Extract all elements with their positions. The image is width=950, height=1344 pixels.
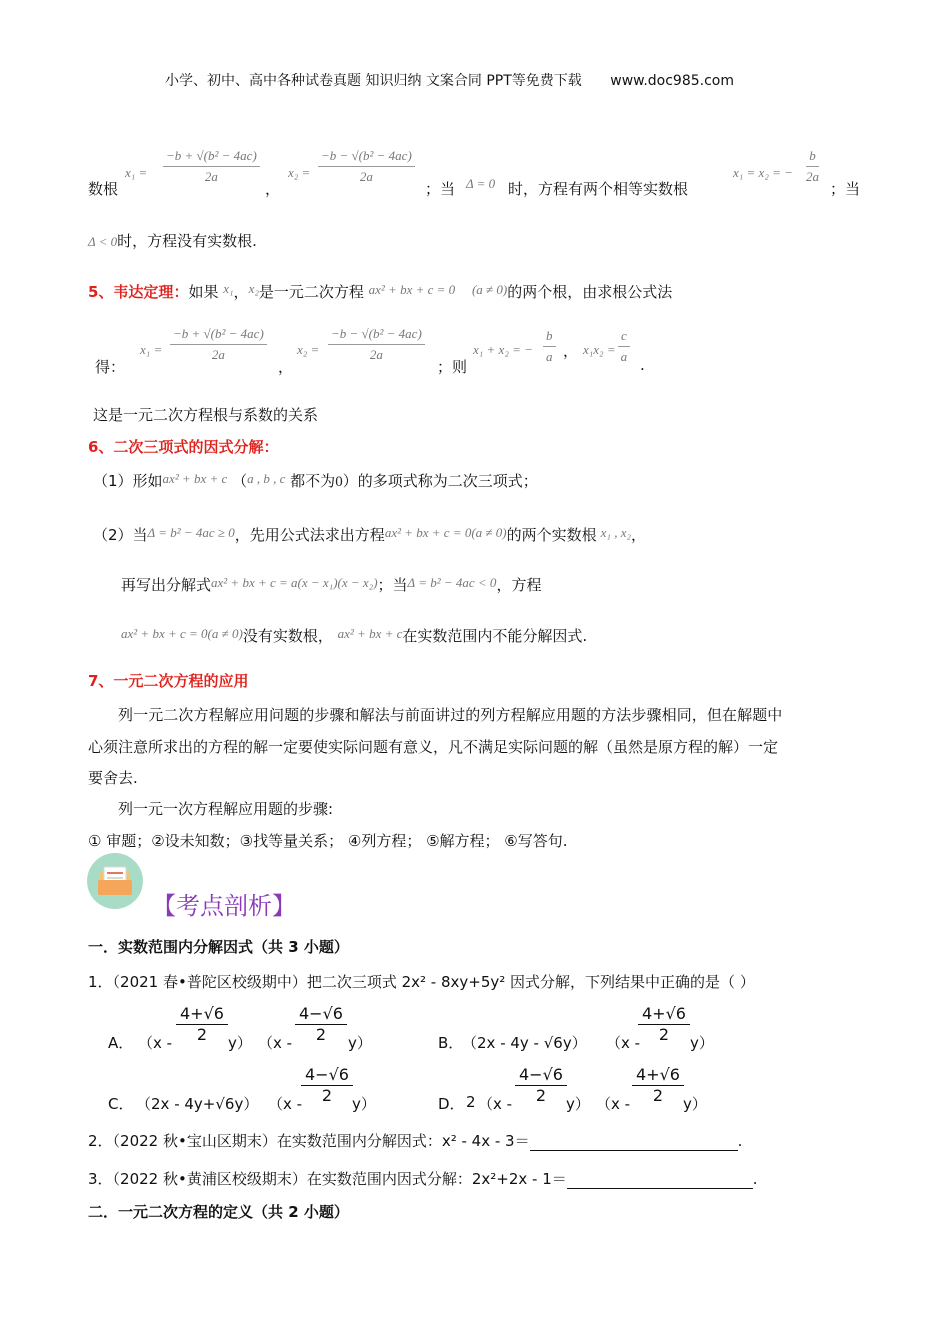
p4-text-a: 没有实数根，	[242, 627, 333, 645]
p2-text-d: ，	[631, 526, 647, 544]
x1-denominator: 2a	[204, 169, 218, 184]
root-x2: x₂	[248, 281, 259, 296]
q2-stem: 2．（2022 秋•宝山区期末）在实数范围内分解因式：x² - 4x - 3＝	[88, 1132, 530, 1150]
p2-text-b: ，先用公式法求出方程	[234, 526, 385, 544]
section5-line1	[88, 281, 672, 302]
q2-end: .	[737, 1132, 743, 1150]
product-denominator: a	[620, 349, 628, 364]
section5-title: 5、韦达定理：	[88, 283, 189, 301]
frac-den: 2	[658, 1025, 670, 1044]
q3	[88, 1168, 758, 1189]
x1-numerator: −b + √(b² − 4ac)	[163, 148, 260, 167]
frac-num: 4+√6	[632, 1065, 684, 1086]
equation-p4: ax² + bx + c = 0(a ≠ 0)	[121, 626, 243, 641]
p2-text-c: 的两个实数根	[506, 526, 597, 544]
neg-b-over-2a	[806, 148, 819, 185]
q2-answer-blank[interactable]	[530, 1136, 738, 1151]
p2-text-a: （2）当	[93, 526, 148, 544]
2a-denominator: 2a	[806, 169, 819, 184]
section6-p3	[121, 574, 541, 595]
x1-denominator-2: 2a	[211, 347, 225, 362]
option-a-frac2	[295, 1004, 347, 1044]
option-a-close2: y）	[348, 1034, 372, 1052]
trinomial-expr-2: ax² + bx + c	[337, 626, 403, 641]
frac-num: 4+√6	[638, 1004, 690, 1025]
page-header	[165, 70, 734, 90]
frac-den: 2	[535, 1086, 547, 1105]
no-roots-text: 时，方程没有实数根.	[117, 232, 257, 250]
folder-icon	[86, 852, 144, 910]
option-b-open2: （x -	[606, 1034, 641, 1052]
factored-form: ax² + bx + c = a(x − x₁)(x − x₂)	[211, 575, 378, 590]
option-b-close2: y）	[690, 1034, 714, 1052]
relation-text: 这是一元二次方程根与系数的关系	[93, 406, 319, 424]
option-d-coef: 2	[466, 1093, 476, 1111]
x2-label: x₂ =	[288, 165, 311, 180]
x12-equal: x₁ = x₂ = −	[733, 165, 793, 180]
root-x1: x₁	[223, 281, 234, 296]
roots-p2: x₁ , x₂	[600, 525, 631, 540]
x2-numerator: −b − √(b² − 4ac)	[318, 148, 415, 167]
p1-text-c: 都不为	[290, 472, 336, 490]
option-d-frac2	[632, 1065, 684, 1105]
x1-label: x₁ =	[125, 165, 148, 180]
coefficients: a , b , c	[247, 471, 286, 486]
equation-p2: ax² + bx + c = 0(a ≠ 0)	[384, 525, 507, 540]
equal-roots-text: 时，方程有两个相等实数根	[508, 180, 689, 198]
option-d-label: D．	[438, 1095, 465, 1113]
nonzero-condition: (a ≠ 0)	[471, 282, 508, 297]
frac-den: 2	[321, 1086, 333, 1105]
zero: 0	[335, 474, 343, 490]
option-d-open2: （x -	[596, 1095, 631, 1113]
de-text: 得：	[95, 358, 126, 376]
frac-den: 2	[652, 1086, 664, 1105]
option-b-frac	[638, 1004, 690, 1044]
frac-den: 2	[196, 1025, 208, 1044]
x2-fraction	[318, 148, 415, 185]
x1-label-2: x₁ =	[140, 342, 163, 357]
roots-label: 数根	[88, 180, 119, 198]
x1-fraction-2	[170, 326, 267, 363]
option-a-open2: （x -	[258, 1034, 293, 1052]
p3-text-a: 再写出分解式	[121, 576, 212, 594]
trinomial-expr: ax² + bx + c	[162, 471, 228, 486]
q1-stem: 1．（2021 春•普陀区校级期中）把二次三项式 2x² - 8xy+5y² 因式分解，下列结果中正确的是（ ）	[88, 973, 755, 991]
option-a-frac1	[176, 1004, 228, 1044]
section5-text1: 如果	[188, 283, 219, 301]
option-d-close1: y）	[566, 1095, 590, 1113]
option-c-open2: （x -	[268, 1095, 303, 1113]
part1-heading: 一．实数范围内分解因式（共 3 小题）	[88, 938, 349, 956]
steps-list: ① 审题；②设未知数；③找等量关系； ④列方程； ⑤解方程； ⑥写答句.	[88, 832, 568, 850]
no-roots-line	[88, 230, 257, 251]
p3-text-c: ，方程	[496, 576, 542, 594]
section7-title: 7、一元二次方程的应用	[88, 672, 249, 690]
frac-num: 4−√6	[301, 1065, 353, 1086]
sum-numerator: b	[543, 328, 556, 347]
q2	[88, 1130, 742, 1151]
section5-text3: 的两个根，由求根公式法	[507, 283, 673, 301]
option-c-label: C．	[108, 1095, 134, 1113]
x1-fraction	[163, 148, 260, 185]
x1-numerator-2: −b + √(b² − 4ac)	[170, 326, 267, 345]
delta-negative-2: Δ = b² − 4ac < 0	[407, 575, 497, 590]
delta-nonneg: Δ = b² − 4ac ≥ 0	[147, 525, 235, 540]
sum-fraction	[543, 328, 556, 365]
x2-denominator: 2a	[359, 169, 373, 184]
section7-para1: 列一元二次方程解应用问题的步骤和解法与前面讲过的列方程解应用题的方法步骤相同，但在解题中	[118, 706, 783, 724]
x2-label-2: x₂ =	[297, 342, 320, 357]
option-c-first: （2x - 4y+√6y）	[136, 1095, 259, 1113]
frac-den: 2	[315, 1025, 327, 1044]
q3-stem: 3．（2022 秋•黄浦区校级期末）在实数范围内因式分解：2x²+2x - 1＝	[88, 1170, 567, 1188]
p3-text-b: ；当	[377, 576, 408, 594]
steps-title: 列一元一次方程解应用题的步骤:	[118, 800, 334, 818]
p1-text-d: ）的多项式称为二次三项式；	[342, 472, 538, 490]
p1-text-a: （1）形如	[93, 472, 163, 490]
section7-para2: 心须注意所求出的方程的解一定要使实际问题有意义，凡不满足实际问题的解（虽然是原方程的解）一定	[88, 738, 779, 756]
section6-p4	[121, 625, 587, 646]
section6-p2	[93, 524, 646, 545]
option-a-label: A．	[108, 1034, 134, 1052]
root-product: x₁x₂ =	[583, 342, 616, 357]
option-c-close2: y）	[352, 1095, 376, 1113]
frac-num: 4+√6	[176, 1004, 228, 1025]
option-b-first: （2x - 4y - √6y）	[462, 1034, 587, 1052]
option-d-open1: （x -	[478, 1095, 513, 1113]
section6-title: 6、二次三项式的因式分解：	[88, 438, 279, 456]
then-text: ；则	[437, 358, 468, 376]
option-d-frac1	[515, 1065, 567, 1105]
product-numerator: c	[618, 328, 630, 347]
comma-2: ，	[278, 358, 294, 376]
option-a-close1: y）	[228, 1034, 252, 1052]
p4-text-b: 在实数范围内不能分解因式.	[402, 627, 588, 645]
period: .	[640, 356, 645, 374]
option-a-open1: （x -	[138, 1034, 173, 1052]
x2-numerator-2: −b − √(b² − 4ac)	[328, 326, 425, 345]
product-fraction	[618, 328, 630, 365]
option-c-frac	[301, 1065, 353, 1105]
when2-text: ；当	[830, 180, 861, 198]
frac-num: 4−√6	[295, 1004, 347, 1025]
root-sum: x₁ + x₂ = −	[473, 342, 533, 357]
delta-zero: Δ = 0	[466, 176, 496, 191]
q3-answer-blank[interactable]	[567, 1174, 753, 1189]
frac-num: 4−√6	[515, 1065, 567, 1086]
when-zero-text: ；当	[425, 180, 456, 198]
option-d-close2: y）	[683, 1095, 707, 1113]
section6-p1	[93, 470, 538, 491]
part2-heading: 二．一元二次方程的定义（共 2 小题）	[88, 1203, 349, 1221]
option-b-label: B．	[438, 1034, 464, 1052]
folder-icon-svg	[86, 852, 144, 910]
header-text: 小学、初中、高中各种试卷真题 知识归纳 文案合同 PPT等免费下载	[165, 73, 582, 89]
x2-denominator-2: 2a	[369, 347, 383, 362]
sep: ，	[233, 283, 249, 301]
sum-denominator: a	[546, 349, 553, 364]
banner-title: 【考点剖析】	[152, 892, 296, 920]
comma-3: ，	[563, 342, 579, 360]
p1-text-b: （	[232, 472, 248, 490]
delta-negative: Δ < 0	[88, 234, 118, 249]
b-numerator: b	[806, 148, 819, 167]
comma: ，	[265, 180, 281, 198]
header-url[interactable]: www.doc985.com	[610, 73, 734, 89]
section5-text2: 是一元二次方程	[258, 283, 364, 301]
x2-fraction-2	[328, 326, 425, 363]
q3-end: .	[752, 1170, 758, 1188]
quadratic-equation: ax² + bx + c = 0	[368, 282, 456, 297]
section7-para3: 要舍去.	[88, 769, 138, 787]
